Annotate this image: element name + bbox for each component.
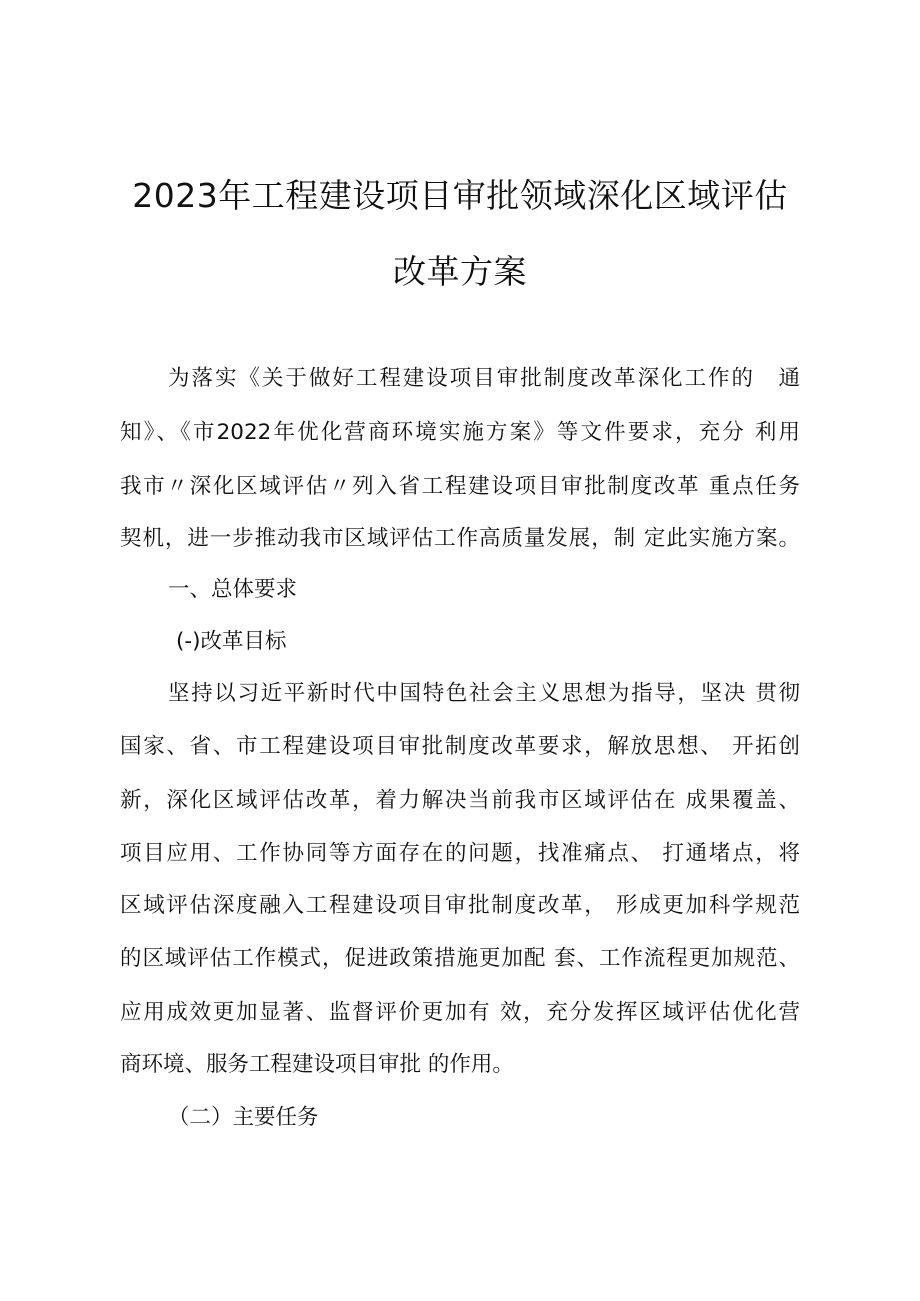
subsection-heading: （二）主要任务 (168, 1105, 319, 1130)
intro-paragraph-line: 知》、《市2022年优化营商环境实施方案》等文件要求，充分 利用 (120, 420, 800, 445)
document-title-line-2: 改革方案 (393, 252, 527, 291)
goal-paragraph-line: 新，深化区域评估改革，着力解决当前我市区域评估在 成果覆盖、 (120, 788, 800, 813)
intro-paragraph-line: 我市〃深化区域评估〃列入省工程建设项目审批制度改革 重点任务 (120, 474, 800, 499)
goal-paragraph-line: 项目应用、工作协同等方面存在的问题，找准痛点、 打通堵点，将 (120, 841, 800, 866)
goal-paragraph-line: 商环境、服务工程建设项目审批 的作用。 (120, 1052, 514, 1077)
goal-paragraph-line: 国家、省、市工程建设项目审批制度改革要求，解放思想、 开拓创 (120, 734, 800, 759)
section-heading: 一、总体要求 (168, 577, 298, 602)
subsection-heading: (-)改革目标 (176, 629, 287, 654)
intro-paragraph-line: 为落实《关于做好工程建设项目审批制度改革深化工作的 通 (168, 366, 800, 391)
intro-paragraph-line: 契机，进一步推动我市区域评估工作高质量发展，制 定此实施方案。 (120, 526, 800, 551)
document-title-line-1: 2023年工程建设项目审批领域深化区域评估 (132, 176, 788, 215)
goal-paragraph-line: 坚持以习近平新时代中国特色社会主义思想为指导，坚决 贯彻 (168, 681, 800, 706)
goal-paragraph-line: 应用成效更加显著、监督评价更加有 效，充分发挥区域评估优化营 (120, 1000, 800, 1025)
goal-paragraph-line: 的区域评估工作模式，促进政策措施更加配 套、工作流程更加规范、 (120, 946, 800, 971)
goal-paragraph-line: 区域评估深度融入工程建设项目审批制度改革， 形成更加科学规范 (120, 893, 800, 918)
